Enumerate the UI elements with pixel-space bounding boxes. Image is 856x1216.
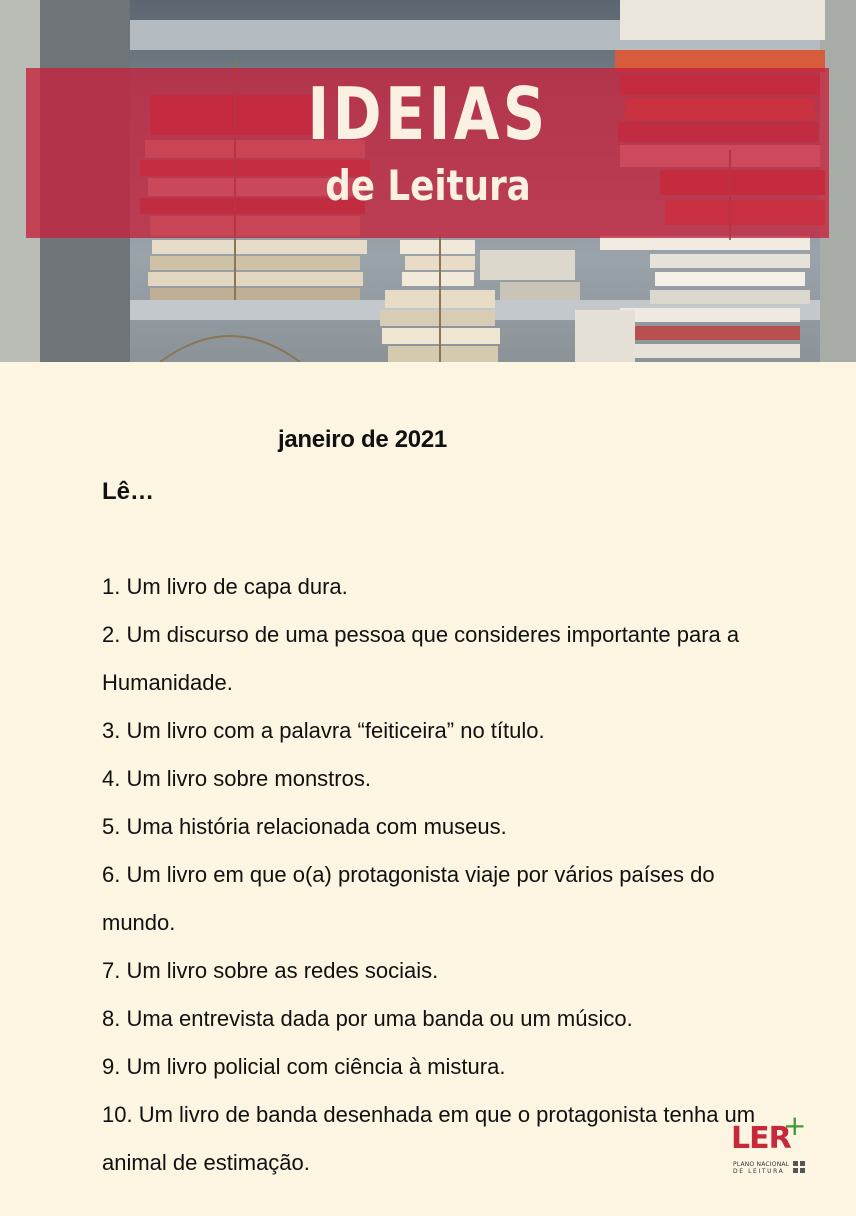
list-item: 1. Um livro de capa dura. (102, 574, 348, 599)
list-item: 4. Um livro sobre monstros. (102, 766, 371, 791)
list-item: 9. Um livro policial com ciência à mistura. (102, 1054, 506, 1079)
logo-line-1: PLANO NACIONAL (733, 1161, 790, 1168)
ler-logo (731, 1109, 809, 1176)
list-item: 10. Um livro de banda desenhada em que o protagonista tenha um animal de estimação. (102, 1102, 756, 1175)
list-item: 6. Um livro em que o(a) protagonista viaje por vários países do mundo. (102, 862, 715, 935)
logo-wordmark: LER (731, 1121, 791, 1156)
plus-icon: + (783, 1109, 807, 1142)
header-image (0, 0, 856, 362)
list-item: 2. Um discurso de uma pessoa que consideres importante para a Humanidade. (102, 622, 740, 695)
grid-squares-icon (793, 1161, 805, 1173)
list-item: 5. Uma história relacionada com museus. (102, 814, 507, 839)
banner-subtitle: de Leitura (325, 161, 531, 210)
banner-title: IDEIAS (307, 72, 549, 156)
issue-date: janeiro de 2021 (278, 426, 447, 453)
list-item: 3. Um livro com a palavra “feiticeira” no título. (102, 718, 545, 743)
list-item: 8. Uma entrevista dada por uma banda ou um músico. (102, 1006, 633, 1031)
logo-line-2: DE LEITURA (733, 1168, 785, 1175)
intro-heading: Lê… (102, 478, 155, 505)
list-item: 7. Um livro sobre as redes sociais. (102, 958, 439, 983)
reading-ideas-list (102, 563, 792, 1187)
